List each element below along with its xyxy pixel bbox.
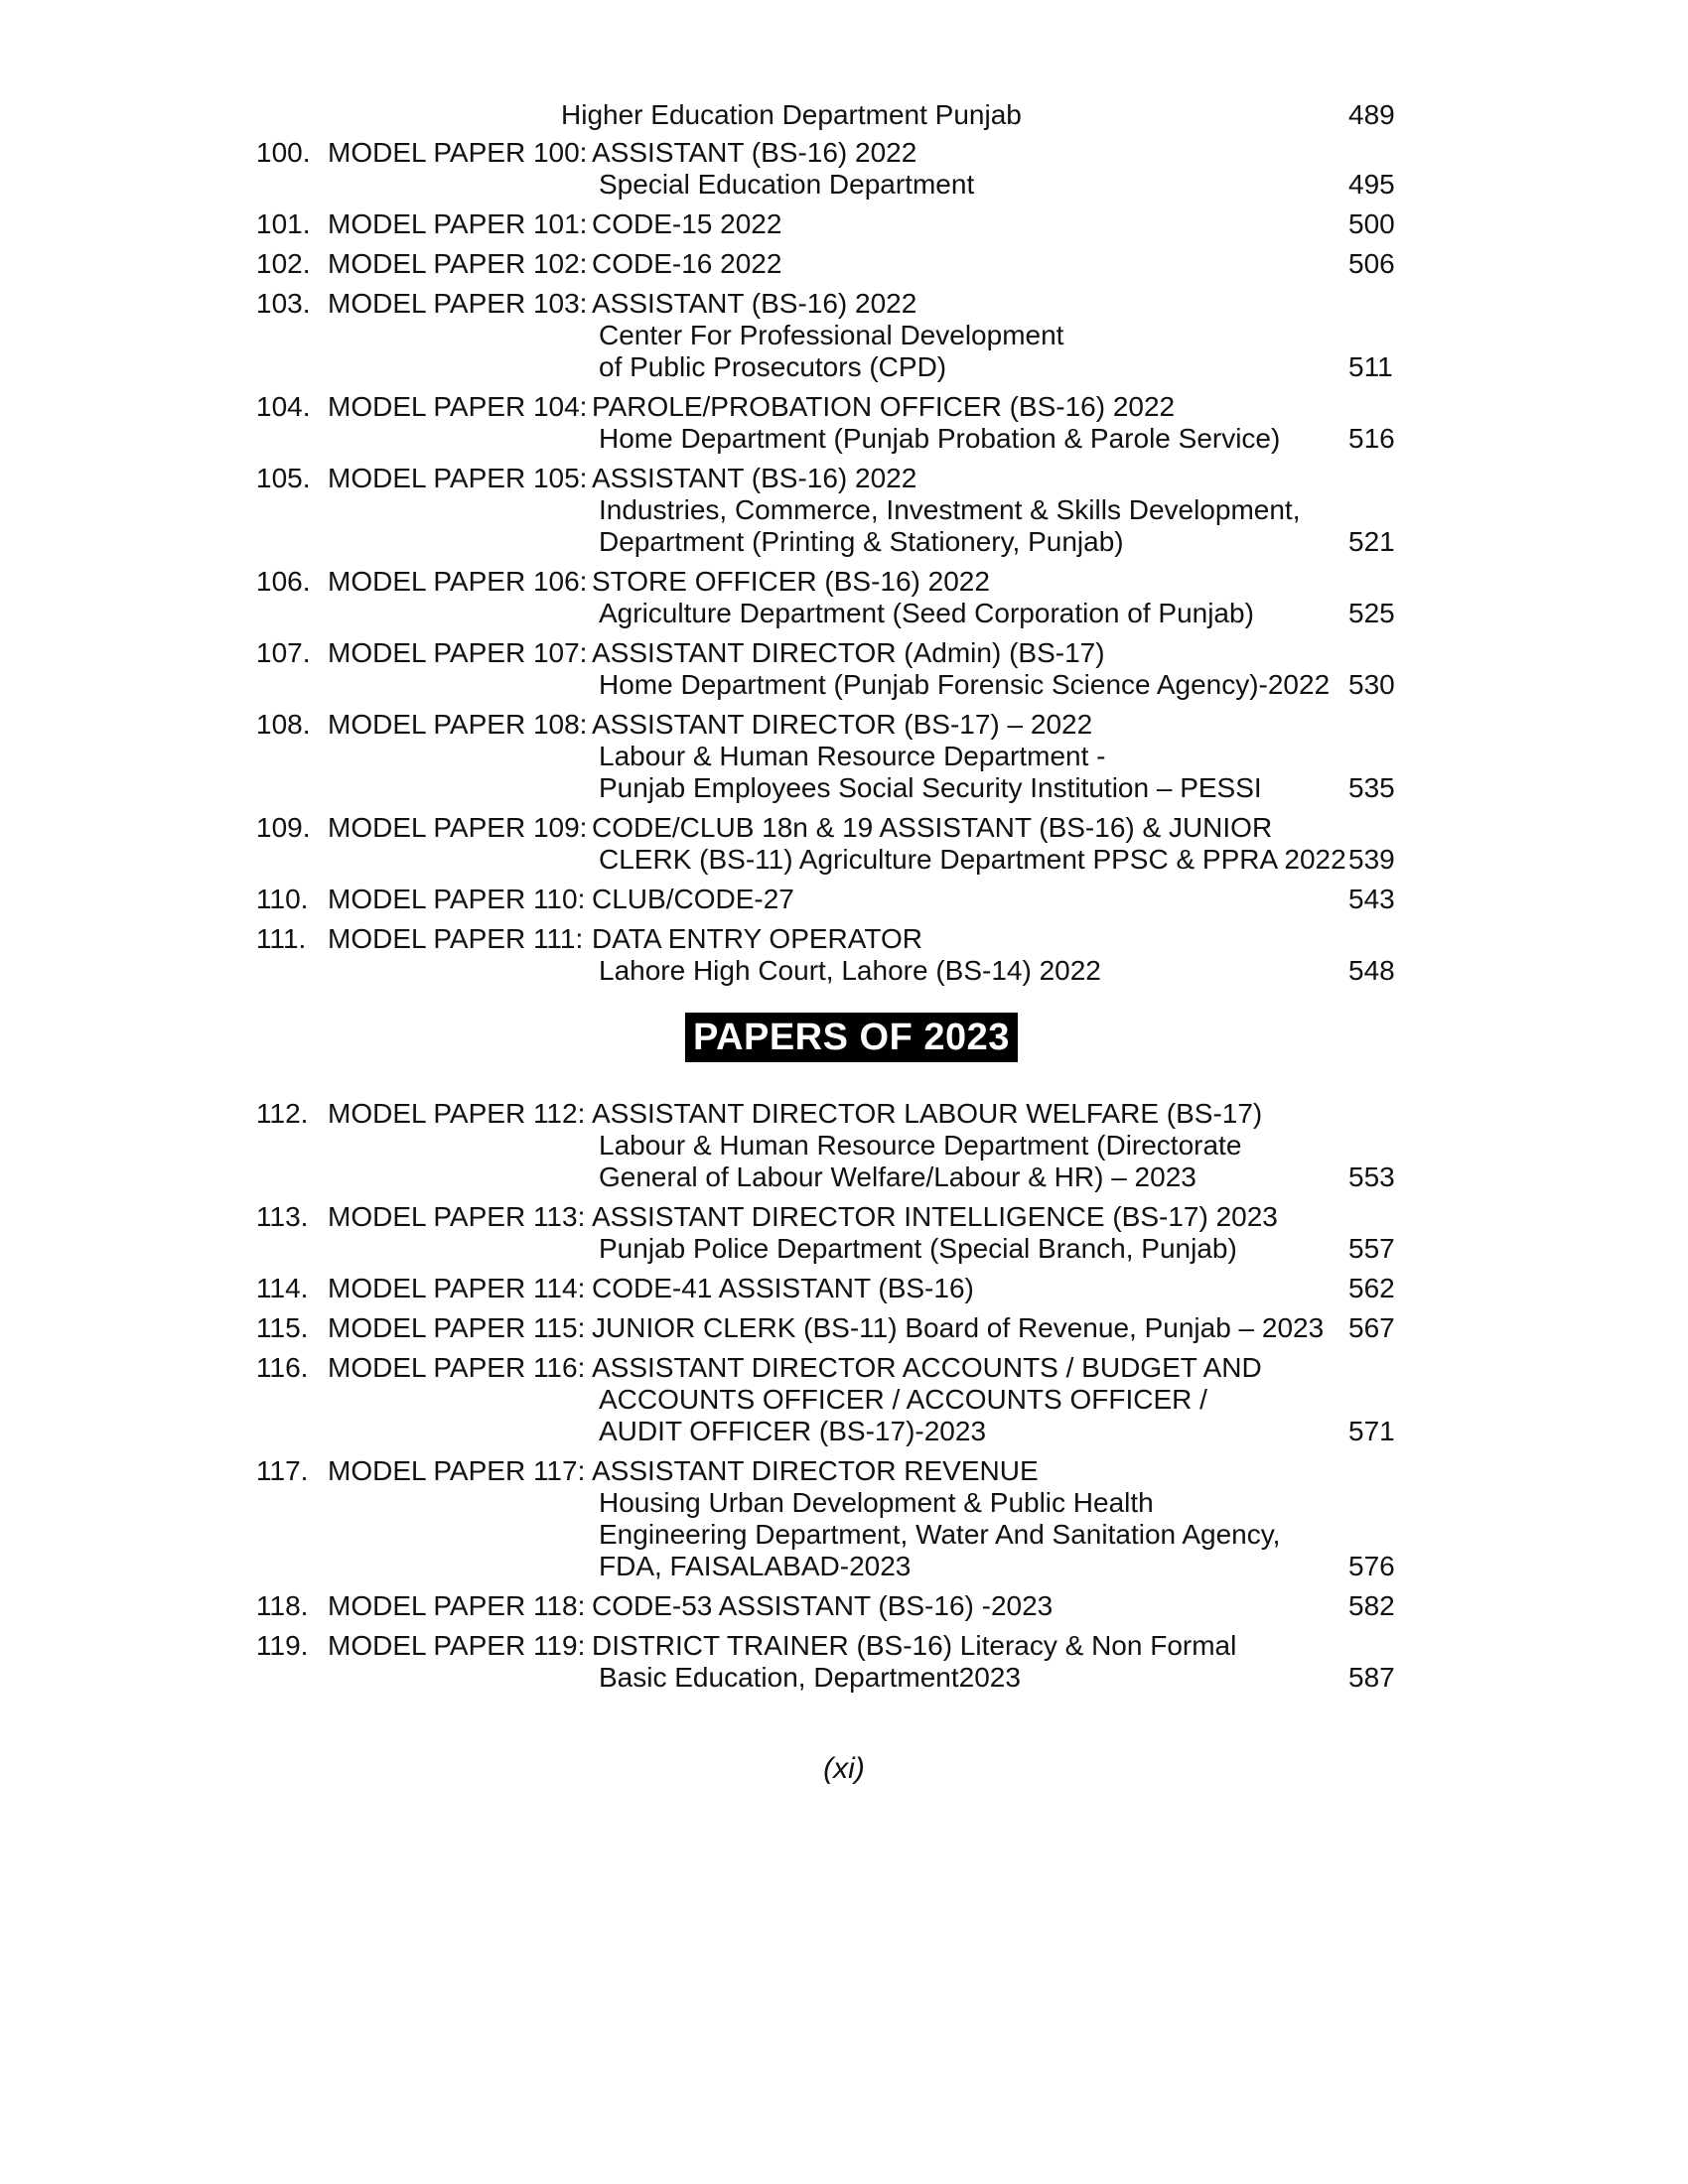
entry-number: 114. [256,1273,309,1303]
entry-title: DATA ENTRY OPERATOR [592,923,922,954]
toc-entry [0,1098,1688,1193]
entry-page-number: 511 [1348,351,1393,382]
toc-entry-line [0,1233,1688,1265]
entry-label: MODEL PAPER 100: [328,137,588,168]
entry-number: 111. [256,923,307,954]
entry-page-number: 562 [1348,1273,1395,1303]
entry-title: ASSISTANT (BS-16) 2022 [592,463,917,493]
entry-title: PAROLE/PROBATION OFFICER (BS-16) 2022 [592,391,1176,422]
toc-entry-line [0,844,1688,876]
toc-entry-line [0,1551,1688,1582]
entry-page-number: 553 [1348,1161,1395,1192]
entry-page-number: 557 [1348,1233,1395,1264]
toc-entry-line [0,526,1688,558]
entry-subtitle: Labour & Human Resource Department - [599,741,1106,771]
entry-number: 109. [256,812,311,843]
entry-subtitle: Department (Printing & Stationery, Punjab) [599,526,1124,557]
toc-entry [0,1273,1688,1304]
toc-entry-line [0,423,1688,455]
toc-entry-line [0,598,1688,629]
entry-label: MODEL PAPER 108: [328,709,588,740]
toc-entry-line [0,1161,1688,1193]
entry-title: ASSISTANT DIRECTOR INTELLIGENCE (BS-17) 2023 [592,1201,1278,1232]
toc-entry-line [0,884,1688,915]
toc-entry-line [0,1487,1688,1519]
toc-entry [0,391,1688,455]
toc-entry-line [0,1384,1688,1416]
entry-title: ASSISTANT (BS-16) 2022 [592,137,917,168]
toc-entry [0,1201,1688,1265]
entry-page-number: 516 [1348,423,1395,454]
entry-page-number: 576 [1348,1551,1395,1581]
toc-entry-line [0,1416,1688,1447]
entry-subtitle: CLERK (BS-11) Agriculture Department PPSC & PPRA 2022 [599,844,1346,875]
entry-label: MODEL PAPER 101: [328,208,588,239]
toc-entry [0,709,1688,804]
continuation-text: Higher Education Department Punjab [561,99,1022,130]
entry-title: CODE-41 ASSISTANT (BS-16) [592,1273,974,1303]
toc-entry-line [0,1130,1688,1161]
toc-entry-line [0,1201,1688,1233]
toc-entry-line [0,463,1688,494]
toc-entry [0,248,1688,280]
entry-number: 106. [256,566,311,597]
toc-entry-line [0,669,1688,701]
entry-title: CODE-16 2022 [592,248,782,279]
entry-number: 119. [256,1630,309,1661]
entry-title: ASSISTANT DIRECTOR (Admin) (BS-17) [592,637,1105,668]
entry-label: MODEL PAPER 117: [328,1455,586,1486]
entry-number: 113. [256,1201,309,1232]
entry-page-number: 582 [1348,1590,1395,1621]
entry-number: 117. [256,1455,309,1486]
entry-page-number: 567 [1348,1312,1395,1343]
entry-number: 108. [256,709,311,740]
toc-entry-line [0,812,1688,844]
entry-label: MODEL PAPER 102: [328,248,588,279]
entry-number: 118. [256,1590,309,1621]
papers-2023-list [0,1098,1688,1694]
toc-entry-line [0,1662,1688,1694]
toc-entry-line [0,1312,1688,1344]
toc-entry-line [0,248,1688,280]
toc-entry-line [0,137,1688,169]
papers-2022-list [0,137,1688,987]
toc-entry-line [0,955,1688,987]
entry-subtitle: Special Education Department [599,169,975,200]
entry-page-number: 506 [1348,248,1395,279]
section-heading: PAPERS OF 2023 [685,1013,1018,1062]
toc-entry [0,1590,1688,1622]
entry-number: 101. [256,208,311,239]
toc-entry [0,1630,1688,1694]
toc-entry-line [0,320,1688,351]
entry-page-number: 500 [1348,208,1395,239]
entry-label: MODEL PAPER 114: [328,1273,586,1303]
entry-number: 110. [256,884,309,914]
toc-entry [0,884,1688,915]
entry-subtitle: Basic Education, Department2023 [599,1662,1021,1693]
toc-entry-line [0,1590,1688,1622]
entry-page-number: 543 [1348,884,1395,914]
toc-entry-line [0,1455,1688,1487]
entry-title: JUNIOR CLERK (BS-11) Board of Revenue, Punjab – 2023 [592,1312,1325,1343]
entry-number: 107. [256,637,311,668]
entry-subtitle: Punjab Employees Social Security Institution – PESSI [599,772,1262,803]
entry-label: MODEL PAPER 103: [328,288,588,319]
toc-entry [0,1455,1688,1582]
entry-label: MODEL PAPER 104: [328,391,588,422]
table-of-contents [0,99,1688,1702]
entry-title: STORE OFFICER (BS-16) 2022 [592,566,990,597]
toc-entry-line [0,391,1688,423]
entry-label: MODEL PAPER 113: [328,1201,586,1232]
toc-entry [0,566,1688,629]
toc-entry-line [0,566,1688,598]
toc-entry-line [0,169,1688,201]
entry-subtitle: of Public Prosecutors (CPD) [599,351,947,382]
toc-entry [0,1312,1688,1344]
entry-title: CLUB/CODE-27 [592,884,794,914]
toc-entry [0,463,1688,558]
entry-number: 116. [256,1352,309,1383]
entry-subtitle: Labour & Human Resource Department (Directorate [599,1130,1242,1160]
entry-title: ASSISTANT (BS-16) 2022 [592,288,917,319]
entry-title: ASSISTANT DIRECTOR LABOUR WELFARE (BS-17) [592,1098,1263,1129]
toc-entry [0,137,1688,201]
entry-number: 115. [256,1312,309,1343]
entry-page-number: 535 [1348,772,1395,803]
entry-page-number: 548 [1348,955,1395,986]
entry-title: CODE-53 ASSISTANT (BS-16) -2023 [592,1590,1054,1621]
entry-label: MODEL PAPER 115: [328,1312,586,1343]
entry-label: MODEL PAPER 110: [328,884,586,914]
entry-subtitle: Industries, Commerce, Investment & Skills Development, [599,494,1301,525]
toc-entry-line [0,1630,1688,1662]
entry-label: MODEL PAPER 106: [328,566,588,597]
toc-entry-line [0,709,1688,741]
entry-label: MODEL PAPER 116: [328,1352,586,1383]
toc-entry [0,923,1688,987]
entry-label: MODEL PAPER 118: [328,1590,586,1621]
entry-subtitle: Agriculture Department (Seed Corporation of Punjab) [599,598,1254,628]
toc-entry [0,1352,1688,1447]
entry-page-number: 530 [1348,669,1395,700]
entry-number: 104. [256,391,311,422]
entry-label: MODEL PAPER 105: [328,463,588,493]
entry-subtitle: AUDIT OFFICER (BS-17)-2023 [599,1416,987,1446]
toc-entry-line [0,637,1688,669]
toc-entry [0,812,1688,876]
entry-number: 112. [256,1098,309,1129]
toc-entry-line [0,1098,1688,1130]
entry-title: CODE-15 2022 [592,208,782,239]
toc-entry-line [0,1352,1688,1384]
entry-page-number: 495 [1348,169,1395,200]
toc-entry-line [0,923,1688,955]
entry-subtitle: Engineering Department, Water And Sanitation Agency, [599,1519,1281,1550]
toc-entry-line [0,1519,1688,1551]
entry-subtitle: General of Labour Welfare/Labour & HR) – 2023 [599,1161,1196,1192]
entry-subtitle: Lahore High Court, Lahore (BS-14) 2022 [599,955,1101,986]
toc-entry-line [0,208,1688,240]
entry-page-number: 571 [1348,1416,1395,1446]
entry-subtitle: FDA, FAISALABAD-2023 [599,1551,912,1581]
entry-page-number: 539 [1348,844,1395,875]
entry-subtitle: Home Department (Punjab Forensic Science Agency)-2022 [599,669,1331,700]
entry-number: 100. [256,137,311,168]
entry-subtitle: Punjab Police Department (Special Branch, Punjab) [599,1233,1237,1264]
continuation-page-number: 489 [1348,99,1395,130]
toc-entry-line [0,1273,1688,1304]
entry-page-number: 525 [1348,598,1395,628]
toc-entry-line [0,741,1688,772]
entry-label: MODEL PAPER 109: [328,812,588,843]
toc-entry-line [0,288,1688,320]
entry-page-number: 521 [1348,526,1395,557]
entry-page-number: 587 [1348,1662,1395,1693]
entry-label: MODEL PAPER 111: [328,923,584,954]
entry-subtitle: Home Department (Punjab Probation & Parole Service) [599,423,1281,454]
entry-title: DISTRICT TRAINER (BS-16) Literacy & Non Formal [592,1630,1237,1661]
entry-subtitle: Housing Urban Development & Public Health [599,1487,1154,1518]
toc-entry [0,637,1688,701]
entry-title: ASSISTANT DIRECTOR (BS-17) – 2022 [592,709,1093,740]
entry-number: 105. [256,463,311,493]
toc-entry-line [0,351,1688,383]
entry-subtitle: Center For Professional Development [599,320,1064,350]
entry-title: CODE/CLUB 18n & 19 ASSISTANT (BS-16) & JUNIOR [592,812,1273,843]
toc-entry-line [0,494,1688,526]
entry-title: ASSISTANT DIRECTOR ACCOUNTS / BUDGET AND [592,1352,1262,1383]
entry-label: MODEL PAPER 112: [328,1098,586,1129]
toc-entry [0,288,1688,383]
toc-entry-line [0,772,1688,804]
entry-label: MODEL PAPER 119: [328,1630,586,1661]
entry-label: MODEL PAPER 107: [328,637,588,668]
entry-number: 102. [256,248,311,279]
section-heading-wrap [0,1013,1688,1074]
toc-continuation [0,99,1688,131]
page-folio: (xi) [823,1752,865,1785]
toc-entry [0,208,1688,240]
entry-number: 103. [256,288,311,319]
entry-title: ASSISTANT DIRECTOR REVENUE [592,1455,1039,1486]
entry-subtitle: ACCOUNTS OFFICER / ACCOUNTS OFFICER / [599,1384,1207,1415]
